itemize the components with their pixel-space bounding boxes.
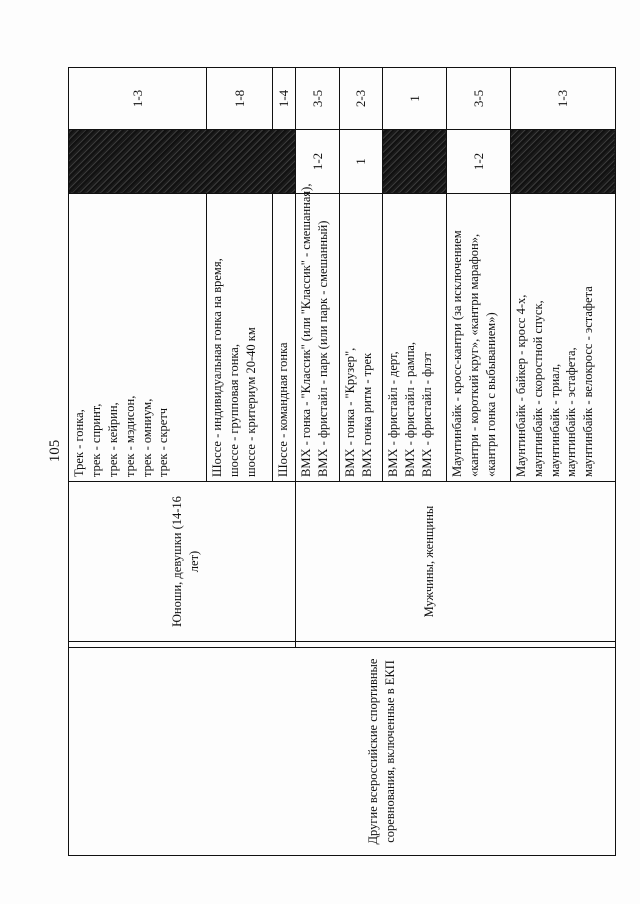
places-bmx-cruiser: 1 [339,130,382,194]
limit-mtb-other: 1-3 [510,68,615,130]
disciplines-bmx-classic: ВМХ - гонка - "Классик" (или "Классик" - смешанная), ВМХ - фристайл - парк (или парк - смешанный) [296,194,339,482]
places-mtb-xc: 1-2 [446,130,510,194]
spacer-cell-2 [296,642,616,648]
shaded-cell [69,130,296,194]
group-men-women: Мужчины, женщины [296,482,616,642]
limit-team-road: 1-4 [273,68,296,130]
category-cell: Другие всероссийские спортивные соревнования, включенные в ЕКП [69,648,616,856]
spacer-cell [69,642,296,648]
disciplines-track: Трек - гонка, трек - спринт, трек - кейрин, трек - мэдисон, трек - омниум, трек - скретч [69,194,207,482]
disciplines-mtb-other: Маунтинбайк - байкер - кросс 4-х, маунтинбайк - скоростной спуск, маунтинбайк - триал, маунтинбайк - эстафета, маунтинбайк - велокросс - эстафета [510,194,615,482]
disciplines-road: Шоссе - индивидуальная гонка на время, шоссе - групповая гонка, шоссе - критериум 20-40 км [207,194,273,482]
limit-bmx-classic: 3-5 [296,68,339,130]
rotated-table-container [68,68,616,856]
disciplines-mtb-xc: Маунтинбайк - кросс-кантри (за исключением «кантри - короткий круг», «кантри марафон», «кантри гонка с выбыванием») [446,194,510,482]
limit-bmx-cruiser: 2-3 [339,68,382,130]
shaded-cell-2 [382,130,446,194]
shaded-cell-3 [510,130,615,194]
limit-road: 1-8 [207,68,273,130]
disciplines-bmx-freestyle: ВМХ - фристайл - дерт, ВМХ - фристайл - рампа, ВМХ - фристайл - флэт [382,194,446,482]
disciplines-bmx-cruiser: ВМХ - гонка - "Крузер", ВМХ гонка ритм - трек [339,194,382,482]
competition-table [68,67,616,856]
limit-track: 1-3 [69,68,207,130]
page-number: 105 [47,439,63,463]
group-junior: Юноши, девушки (14-16 лет) [69,482,296,642]
limit-bmx-freestyle: 1 [382,68,446,130]
limit-mtb-xc: 3-5 [446,68,510,130]
places-bmx-classic: 1-2 [296,130,339,194]
disciplines-team-road: Шоссе - командная гонка [273,194,296,482]
